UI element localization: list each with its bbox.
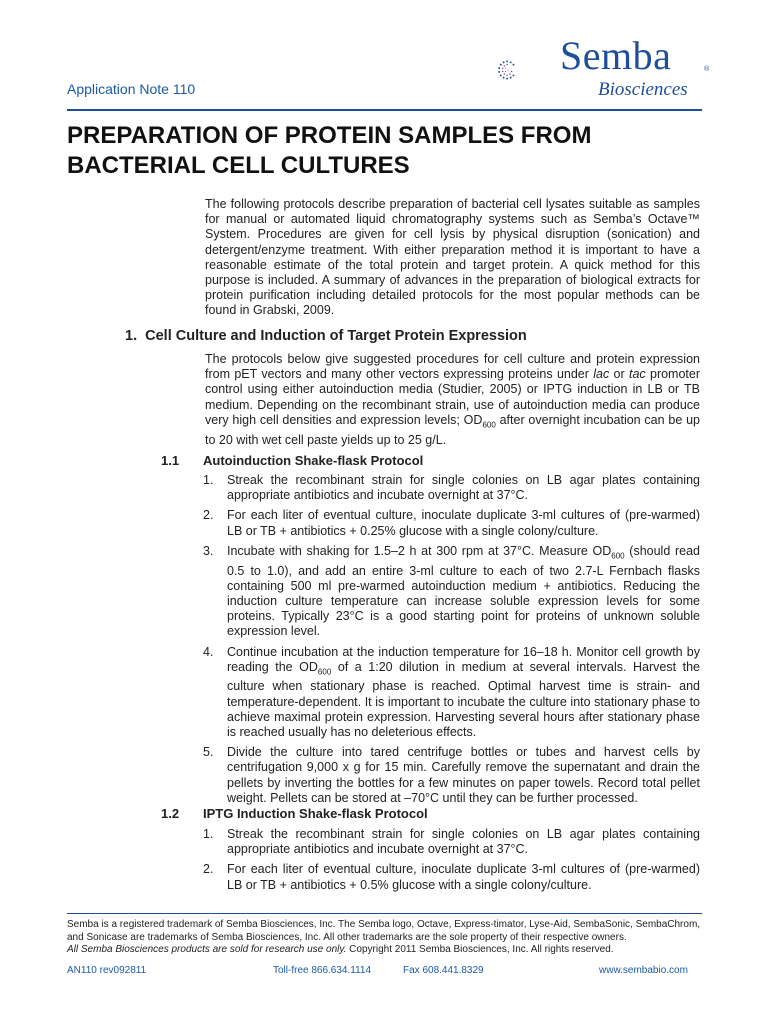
step-number: 4. bbox=[203, 644, 214, 659]
header-rule bbox=[67, 109, 702, 111]
section-1-1-heading bbox=[161, 453, 423, 468]
copyright-text: Copyright 2011 Semba Biosciences, Inc. All rights reserved. bbox=[346, 944, 614, 955]
section-1-1-number: 1.1 bbox=[161, 453, 180, 468]
step-number: 2. bbox=[203, 862, 214, 877]
logo-dots-icon bbox=[498, 60, 514, 79]
lac-term: lac bbox=[593, 367, 610, 382]
logo-registered-mark: ® bbox=[704, 66, 710, 73]
step-text-cont: (should read 0.5 to 1.0), and add an entire 3-ml culture to each of two 2.7-L Fernbach flasks containing 500 ml pre-warmed autoinduction medium + antibiotics. Reducing the induction culture temperature can increase soluble expression levels for some proteins. Typically 23°C is a good starting point for proteins of unknown soluble expression level. bbox=[227, 543, 700, 639]
step-number: 2. bbox=[203, 508, 214, 523]
step-number: 5. bbox=[203, 745, 214, 760]
list-item bbox=[203, 508, 700, 538]
step-text-cont: of a 1:20 dilution in medium at several intervals. Harvest the culture when stationary phase is reached. Optimal harvest time is strain- and temperature-dependent. It is important to incubate the culture into stationary phase to achieve maximal protein expression. Harvesting several hours after stationary phase is reached usually has no deleterious effects. bbox=[227, 659, 700, 740]
section-1-2-number: 1.2 bbox=[161, 806, 180, 821]
section-1-2-heading bbox=[161, 806, 428, 821]
od-subscript: 600 bbox=[317, 667, 332, 677]
document-id: AN110 rev092811 bbox=[67, 965, 147, 976]
od-subscript: 600 bbox=[482, 420, 496, 430]
list-item bbox=[203, 745, 700, 806]
footer-trademark-notice bbox=[67, 919, 707, 957]
step-text: For each liter of eventual culture, inoculate duplicate 3-ml cultures of (pre-warmed) LB or TB + antibiotics + 0.25% glucose with a single colony/culture. bbox=[227, 508, 700, 538]
fax-number: Fax 608.441.8329 bbox=[403, 965, 484, 976]
od-subscript: 600 bbox=[611, 551, 625, 561]
section-1-2-title: IPTG Induction Shake-flask Protocol bbox=[203, 806, 428, 821]
application-note-label: Application Note 110 bbox=[67, 81, 196, 97]
list-item bbox=[203, 862, 700, 892]
trademark-text: Semba is a registered trademark of Semba Biosciences, Inc. The Semba logo, Octave, Express-timator, Lyse-Aid, SembaSonic, SembaChrom, and Sonicase are trademarks of Semba Biosciences, Inc. All other trademarks are the sole property of their respective owners. bbox=[67, 919, 701, 943]
list-item bbox=[203, 473, 700, 503]
step-text: Streak the recombinant strain for single colonies on LB agar plates containing appropriate antibiotics and incubate overnight at 37°C. bbox=[227, 827, 700, 857]
step-text: Streak the recombinant strain for single colonies on LB agar plates containing appropriate antibiotics and incubate overnight at 37°C. bbox=[227, 473, 700, 503]
tac-term: tac bbox=[628, 367, 646, 382]
page-title: PREPARATION OF PROTEIN SAMPLES FROM BACTERIAL CELL CULTURES bbox=[67, 122, 592, 179]
toll-free-number: Toll-free 866.634.1114 bbox=[273, 965, 372, 976]
section-1-text-c: after overnight incubation can be up to 20 with wet cell paste yields up to 25 g/L. bbox=[205, 412, 700, 447]
research-use-notice: All Semba Biosciences products are sold for research use only. bbox=[67, 944, 347, 955]
section-1-1-title: Autoinduction Shake-flask Protocol bbox=[203, 453, 424, 468]
step-number: 3. bbox=[203, 543, 214, 558]
step-text: Continue incubation at the induction temperature for 16–18 h. Monitor cell growth by reading the OD bbox=[227, 644, 700, 674]
footer-rule bbox=[67, 913, 702, 914]
section-1-paragraph bbox=[205, 352, 700, 448]
step-number: 1. bbox=[203, 827, 214, 841]
step-number: 1. bbox=[203, 473, 214, 487]
step-text: For each liter of eventual culture, inoculate duplicate 3-ml cultures of (pre-warmed) LB or TB + antibiotics + 0.5% glucose with a single colony/culture. bbox=[227, 862, 700, 892]
logo-wordmark: Semba bbox=[560, 33, 672, 78]
step-text: Incubate with shaking for 1.5–2 h at 300 rpm at 37°C. Measure OD bbox=[227, 543, 612, 558]
section-1-heading: 1. Cell Culture and Induction of Target Protein Expression bbox=[125, 328, 527, 344]
intro-paragraph: The following protocols describe preparation of bacterial cell lysates suitable as samples for manual or automated liquid chromatography systems such as Semba’s Octave™ System. Procedures are given for cell lysis by physical disruption (sonication) and detergent/enzyme treatment. With either preparation method it is important to have a reasonable estimate of the total protein and target protein. A quick method for this purpose is included. A summary of advances in the preparation of biological extracts for protein purification including detailed protocols for the most popular methods can be found in Grabski, 2009. bbox=[205, 197, 700, 318]
iptg-steps-list bbox=[203, 827, 700, 898]
section-1-text-or: or bbox=[609, 367, 629, 382]
list-item bbox=[203, 544, 700, 640]
section-1-text-a: The protocols below give suggested procedures for cell culture and protein expression from pET vectors and many other vectors expressing proteins under bbox=[205, 352, 700, 382]
list-item bbox=[203, 645, 700, 741]
autoinduction-steps-list bbox=[203, 473, 700, 811]
website-link[interactable]: www.sembabio.com bbox=[599, 965, 688, 976]
logo-subtitle: Biosciences bbox=[598, 79, 688, 100]
section-1-text-b: promoter control using either autoinduction media (Studier, 2005) or IPTG induction in LB or TB medium. Depending on the recombinant strain, use of autoinduction media can produce very high cell densities and expression levels; OD bbox=[205, 367, 701, 427]
step-text: Divide the culture into tared centrifuge bottles or tubes and harvest cells by centrifugation 9,000 x g for 15 min. Carefully remove the supernatant and drain the pellets by inverting the bottles for a few minutes on paper towels. Record total pellet weight. Pellets can be stored at –70°C until they can be further processed. bbox=[227, 745, 700, 805]
semba-logo-mark bbox=[496, 35, 566, 105]
list-item bbox=[203, 827, 700, 857]
